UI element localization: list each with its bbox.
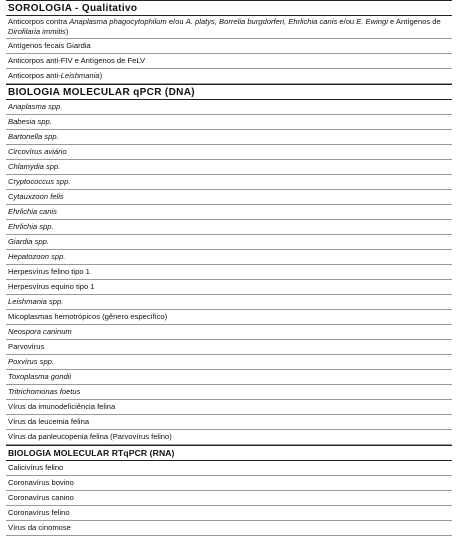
exam-item xyxy=(6,340,452,355)
exam-item-text: Vírus da panleucopenia felina (Parvovírus felino) xyxy=(8,432,172,441)
exam-item-text: Parvovírus xyxy=(8,342,45,351)
exam-item xyxy=(6,145,452,160)
exam-item-text: Circovírus aviário xyxy=(8,147,67,156)
exam-item-text: e/ou xyxy=(337,17,357,26)
exam-item xyxy=(6,160,452,175)
exam-item-text: Vírus da imunodeficiência felina xyxy=(8,402,116,411)
exam-list-document xyxy=(6,0,452,536)
section-rows xyxy=(6,461,452,536)
exam-item-text: Tritrichomonas foetus xyxy=(8,387,81,396)
exam-item-text: Calicivírus felino xyxy=(8,463,64,472)
exam-item xyxy=(6,220,452,235)
exam-item xyxy=(6,100,452,115)
exam-item xyxy=(6,69,452,84)
exam-item xyxy=(6,385,452,400)
exam-item-text: Coronavírus canino xyxy=(8,493,74,502)
exam-item-text: Coronavírus felino xyxy=(8,508,70,517)
exam-item xyxy=(6,115,452,130)
exam-item-text: Antígenos fecais Giardia xyxy=(8,41,91,50)
exam-item-text: Dirofilaria immitis xyxy=(8,26,66,36)
exam-item-text: Cryptococcus spp. xyxy=(8,177,71,186)
section-rows xyxy=(6,16,452,84)
exam-item-text: Herpesvírus felino tipo 1 xyxy=(8,267,90,276)
exam-item-text: Giardia spp. xyxy=(8,237,49,246)
exam-item-text: Anticorpos anti-FIV e Antígenos de FeLV xyxy=(8,56,146,65)
exam-item-text: Poxvírus spp. xyxy=(8,357,55,366)
exam-item xyxy=(6,54,452,69)
exam-item-text: Leishmania xyxy=(60,71,100,80)
exam-item xyxy=(6,506,452,521)
exam-item-text: Leishmania spp. xyxy=(8,297,64,306)
exam-item-text: Neospora caninum xyxy=(8,327,72,336)
exam-item xyxy=(6,325,452,340)
exam-item xyxy=(6,39,452,54)
exam-item-text: Ehrlichia spp. xyxy=(8,222,54,231)
exam-item-text: ) xyxy=(99,71,103,80)
exam-item-text: Ehrlichia canis xyxy=(8,207,57,216)
exam-item-text: Anaplasma phagocytophilum xyxy=(69,17,167,26)
exam-item-text: Cytauxzoon felis xyxy=(8,192,64,201)
exam-item xyxy=(6,461,452,476)
exam-item xyxy=(6,415,452,430)
exam-item-text: Chlamydia spp. xyxy=(8,162,61,171)
exam-item-text: Anticorpos anti- xyxy=(8,71,61,80)
exam-item-text: E. Ewingi xyxy=(356,17,388,26)
exam-item xyxy=(6,250,452,265)
exam-item-text: Anticorpos contra xyxy=(8,17,70,26)
section-qpcr-dna xyxy=(6,84,452,445)
exam-item xyxy=(6,355,452,370)
exam-item xyxy=(6,521,452,536)
exam-item-text: Hepatozoon spp. xyxy=(8,252,66,261)
exam-item-text: Coronavírus bovino xyxy=(8,478,74,487)
section-serology xyxy=(6,0,452,84)
exam-item xyxy=(6,175,452,190)
exam-item-text: Toxoplasma gondii xyxy=(8,372,72,381)
exam-item-text: Babesia spp. xyxy=(8,117,52,126)
exam-item-text: e Antígenos de xyxy=(387,17,441,26)
exam-item xyxy=(6,295,452,310)
exam-item-text: e/ou xyxy=(166,17,186,26)
exam-item-text: ) xyxy=(65,26,69,36)
exam-item-text: Anaplasma spp. xyxy=(8,102,63,111)
exam-item xyxy=(6,280,452,295)
exam-item-text: Vírus da cinomose xyxy=(8,523,71,532)
exam-item-text: Vírus da leucemia felina xyxy=(8,417,90,426)
exam-item xyxy=(6,370,452,385)
exam-item-text: Herpesvírus equino tipo 1 xyxy=(8,282,95,291)
exam-item-text: Bartonella spp. xyxy=(8,132,59,141)
exam-item-text: Micoplasmas hemotrópicos (gênero específico) xyxy=(8,312,168,321)
section-title-qpcr-dna: BIOLOGIA MOLECULAR qPCR (DNA) xyxy=(6,84,452,100)
exam-item xyxy=(6,235,452,250)
exam-item-text: A. platys, Borrelia burgdorferi, Ehrlichia canis xyxy=(185,17,338,26)
exam-item xyxy=(6,476,452,491)
exam-item xyxy=(6,400,452,415)
exam-item xyxy=(6,491,452,506)
exam-item xyxy=(6,190,452,205)
exam-item xyxy=(6,205,452,220)
section-title-serology: SOROLOGIA - Qualitativo xyxy=(6,1,452,16)
section-rows xyxy=(6,100,452,445)
exam-item xyxy=(6,310,452,325)
exam-item xyxy=(6,130,452,145)
exam-item xyxy=(6,16,452,39)
exam-item xyxy=(6,265,452,280)
section-title-rtqpcr-rna: BIOLOGIA MOLECULAR RTqPCR (RNA) xyxy=(6,445,452,461)
exam-item xyxy=(6,430,452,445)
section-rtqpcr-rna xyxy=(6,445,452,536)
